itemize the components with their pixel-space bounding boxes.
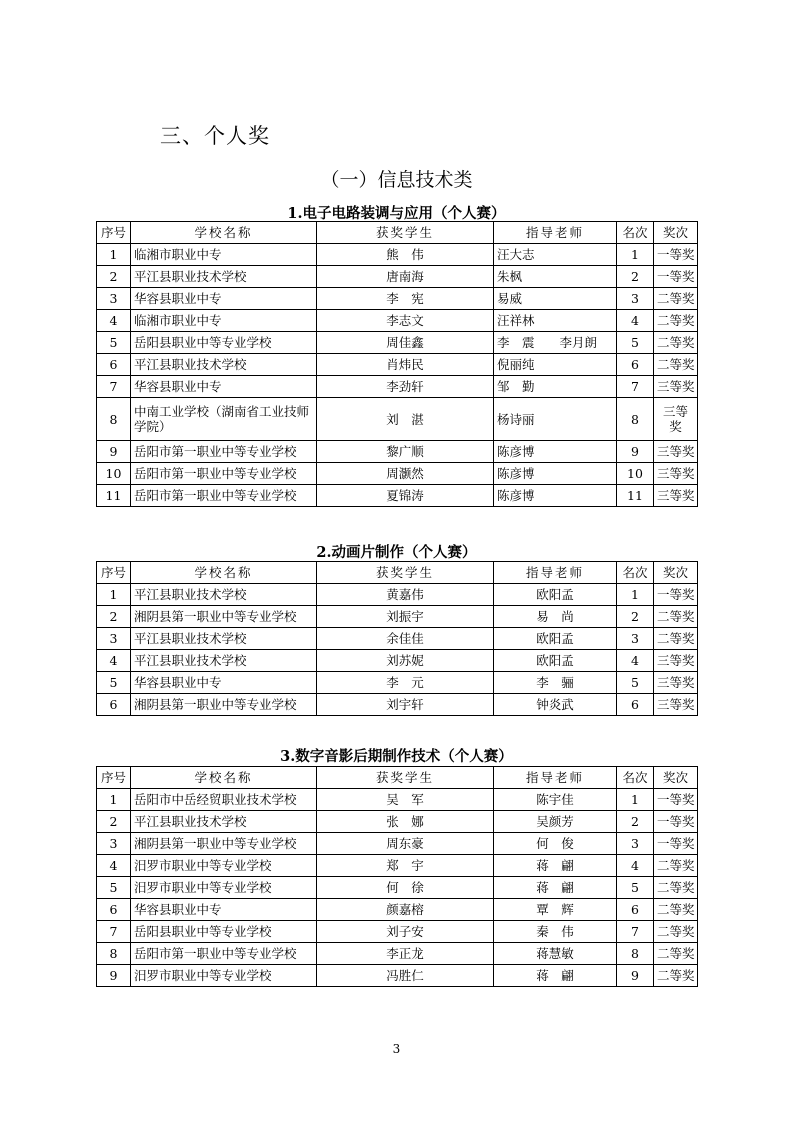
- col-header-teacher: 指导老师: [494, 562, 617, 584]
- row-index: 4: [97, 650, 131, 672]
- row-award: 三等奖: [654, 463, 698, 485]
- row-school: 岳阳市第一职业中等专业学校: [131, 463, 317, 485]
- row-teacher: 蒋 翩: [494, 855, 617, 877]
- col-header-school: 学校名称: [131, 767, 317, 789]
- row-teacher: 蒋 翩: [494, 965, 617, 987]
- table-row: [97, 672, 698, 694]
- row-teacher: 何 俊: [494, 833, 617, 855]
- row-teacher: 朱枫: [494, 266, 617, 288]
- row-school: 湘阴县第一职业中等专业学校: [131, 833, 317, 855]
- row-index: 4: [97, 310, 131, 332]
- row-rank: 8: [617, 943, 654, 965]
- table-row: [97, 332, 698, 354]
- row-index: 2: [97, 811, 131, 833]
- table-row: [97, 244, 698, 266]
- section-title: 三、个人奖: [160, 124, 270, 148]
- row-student: 夏锦涛: [317, 485, 494, 507]
- col-header-school: 学校名称: [131, 562, 317, 584]
- row-teacher: 汪大志: [494, 244, 617, 266]
- award-table-audio-video: [96, 766, 698, 987]
- row-rank: 7: [617, 376, 654, 398]
- row-award: 三等奖: [654, 672, 698, 694]
- row-student: 冯胜仁: [317, 965, 494, 987]
- row-index: 11: [97, 485, 131, 507]
- row-teacher: 汪祥林: [494, 310, 617, 332]
- row-school: 岳阳市第一职业中等专业学校: [131, 441, 317, 463]
- table-row: [97, 376, 698, 398]
- row-school: 岳阳市第一职业中等专业学校: [131, 485, 317, 507]
- row-student: 李志文: [317, 310, 494, 332]
- row-teacher: 李 震 李月朗: [494, 332, 617, 354]
- row-student: 黄嘉伟: [317, 584, 494, 606]
- row-school: 湘阴县第一职业中等专业学校: [131, 694, 317, 716]
- row-school: 平江县职业技术学校: [131, 650, 317, 672]
- row-index: 4: [97, 855, 131, 877]
- row-index: 8: [97, 398, 131, 441]
- row-award: 二等奖: [654, 899, 698, 921]
- row-student: 郑 宇: [317, 855, 494, 877]
- row-student: 周东豪: [317, 833, 494, 855]
- row-school: 平江县职业技术学校: [131, 628, 317, 650]
- col-header-student: 获奖学生: [317, 562, 494, 584]
- row-student: 余佳佳: [317, 628, 494, 650]
- row-award: 三等奖: [654, 694, 698, 716]
- row-award: 一等奖: [654, 584, 698, 606]
- table-row: [97, 811, 698, 833]
- row-index: 10: [97, 463, 131, 485]
- row-award: 二等奖: [654, 855, 698, 877]
- row-teacher: 蒋慧敏: [494, 943, 617, 965]
- row-rank: 1: [617, 584, 654, 606]
- row-teacher: 易威: [494, 288, 617, 310]
- row-index: 1: [97, 789, 131, 811]
- row-index: 1: [97, 244, 131, 266]
- row-school: 汨罗市职业中等专业学校: [131, 965, 317, 987]
- row-teacher: 秦 伟: [494, 921, 617, 943]
- table-row: [97, 463, 698, 485]
- row-teacher: 陈彦博: [494, 485, 617, 507]
- row-rank: 1: [617, 244, 654, 266]
- row-teacher: 李 骊: [494, 672, 617, 694]
- row-award: 一等奖: [654, 266, 698, 288]
- row-school: 临湘市职业中专: [131, 310, 317, 332]
- row-rank: 10: [617, 463, 654, 485]
- col-header-rank: 名次: [617, 222, 654, 244]
- row-student: 李 元: [317, 672, 494, 694]
- row-student: 何 徐: [317, 877, 494, 899]
- table-row: [97, 694, 698, 716]
- table-row: [97, 584, 698, 606]
- row-index: 5: [97, 672, 131, 694]
- table-row: [97, 441, 698, 463]
- row-award: 二等奖: [654, 354, 698, 376]
- row-teacher: 易 尚: [494, 606, 617, 628]
- table-caption-electronics: 1.电子电路装调与应用（个人赛）: [287, 205, 506, 222]
- table-row: [97, 650, 698, 672]
- row-index: 9: [97, 441, 131, 463]
- row-school: 平江县职业技术学校: [131, 811, 317, 833]
- row-teacher: 欧阳孟: [494, 628, 617, 650]
- row-student: 唐南海: [317, 266, 494, 288]
- row-rank: 8: [617, 398, 654, 441]
- row-student: 黎广顺: [317, 441, 494, 463]
- row-index: 5: [97, 332, 131, 354]
- table-row: [97, 288, 698, 310]
- row-teacher: 钟炎武: [494, 694, 617, 716]
- row-student: 熊 伟: [317, 244, 494, 266]
- row-student: 李劲轩: [317, 376, 494, 398]
- table-row: [97, 833, 698, 855]
- row-award: 一等奖: [654, 833, 698, 855]
- row-award: 二等奖: [654, 877, 698, 899]
- col-header-index: 序号: [97, 767, 131, 789]
- row-award: 三等奖: [654, 441, 698, 463]
- row-index: 7: [97, 376, 131, 398]
- row-rank: 1: [617, 789, 654, 811]
- row-student: 刘苏妮: [317, 650, 494, 672]
- row-school: 华容县职业中专: [131, 672, 317, 694]
- row-school: 汨罗市职业中等专业学校: [131, 877, 317, 899]
- col-header-teacher: 指导老师: [494, 767, 617, 789]
- row-rank: 3: [617, 628, 654, 650]
- subsection-title: （一）信息技术类: [320, 169, 473, 191]
- row-index: 7: [97, 921, 131, 943]
- row-index: 6: [97, 694, 131, 716]
- row-school: 华容县职业中专: [131, 288, 317, 310]
- table-row: [97, 899, 698, 921]
- row-teacher: 杨诗丽: [494, 398, 617, 441]
- row-award: 二等奖: [654, 628, 698, 650]
- page-number: 3: [392, 1042, 401, 1056]
- row-teacher: 蒋 翩: [494, 877, 617, 899]
- row-award: 三等奖: [654, 376, 698, 398]
- row-award: 二等奖: [654, 965, 698, 987]
- table-row: [97, 789, 698, 811]
- row-school: 平江县职业技术学校: [131, 354, 317, 376]
- row-rank: 4: [617, 310, 654, 332]
- row-rank: 3: [617, 833, 654, 855]
- row-school: 中南工业学校（湖南省工业技师学院）: [131, 398, 317, 441]
- table-row: [97, 855, 698, 877]
- row-teacher: 欧阳孟: [494, 584, 617, 606]
- col-header-rank: 名次: [617, 562, 654, 584]
- row-school: 华容县职业中专: [131, 376, 317, 398]
- row-index: 1: [97, 584, 131, 606]
- row-rank: 4: [617, 855, 654, 877]
- row-student: 吴 军: [317, 789, 494, 811]
- row-school: 汨罗市职业中等专业学校: [131, 855, 317, 877]
- table-row: [97, 606, 698, 628]
- row-teacher: 陈彦博: [494, 463, 617, 485]
- row-index: 9: [97, 965, 131, 987]
- row-rank: 4: [617, 650, 654, 672]
- col-header-award: 奖次: [654, 767, 698, 789]
- row-index: 8: [97, 943, 131, 965]
- table-row: [97, 628, 698, 650]
- col-header-school: 学校名称: [131, 222, 317, 244]
- row-award: 二等奖: [654, 943, 698, 965]
- row-student: 刘 湛: [317, 398, 494, 441]
- row-award: 二等奖: [654, 921, 698, 943]
- row-index: 6: [97, 899, 131, 921]
- row-school: 岳阳市中岳经贸职业技术学校: [131, 789, 317, 811]
- table-header-row: [97, 767, 698, 789]
- row-award: 一等奖: [654, 811, 698, 833]
- row-student: 刘振宇: [317, 606, 494, 628]
- row-award: 三等奖: [654, 650, 698, 672]
- table-caption-audio-video: 3.数字音影后期制作技术（个人赛）: [280, 748, 513, 765]
- table-caption-animation: 2.动画片制作（个人赛）: [316, 544, 477, 561]
- table-row: [97, 398, 698, 441]
- row-index: 3: [97, 833, 131, 855]
- table-header-row: [97, 562, 698, 584]
- row-school: 岳阳县职业中等专业学校: [131, 921, 317, 943]
- row-teacher: 邹 勤: [494, 376, 617, 398]
- col-header-rank: 名次: [617, 767, 654, 789]
- row-student: 李 宪: [317, 288, 494, 310]
- row-index: 3: [97, 288, 131, 310]
- table-row: [97, 266, 698, 288]
- row-rank: 6: [617, 899, 654, 921]
- row-rank: 6: [617, 354, 654, 376]
- row-rank: 9: [617, 965, 654, 987]
- row-rank: 2: [617, 606, 654, 628]
- row-index: 6: [97, 354, 131, 376]
- col-header-award: 奖次: [654, 562, 698, 584]
- row-school: 岳阳县职业中等专业学校: [131, 332, 317, 354]
- col-header-award: 奖次: [654, 222, 698, 244]
- row-rank: 5: [617, 672, 654, 694]
- row-award: 二等奖: [654, 606, 698, 628]
- col-header-student: 获奖学生: [317, 222, 494, 244]
- row-teacher: 吴颜芳: [494, 811, 617, 833]
- row-school: 岳阳市第一职业中等专业学校: [131, 943, 317, 965]
- table-header-row: [97, 222, 698, 244]
- row-award: 三等奖: [654, 398, 698, 441]
- row-award: 一等奖: [654, 789, 698, 811]
- row-award: 二等奖: [654, 332, 698, 354]
- row-student: 肖炜民: [317, 354, 494, 376]
- row-teacher: 欧阳孟: [494, 650, 617, 672]
- row-school: 湘阴县第一职业中等专业学校: [131, 606, 317, 628]
- table-row: [97, 877, 698, 899]
- table-row: [97, 354, 698, 376]
- table-row: [97, 485, 698, 507]
- row-teacher: 覃 辉: [494, 899, 617, 921]
- table-row: [97, 965, 698, 987]
- row-rank: 5: [617, 332, 654, 354]
- row-rank: 5: [617, 877, 654, 899]
- row-student: 周灏然: [317, 463, 494, 485]
- col-header-student: 获奖学生: [317, 767, 494, 789]
- row-student: 刘子安: [317, 921, 494, 943]
- row-teacher: 陈彦博: [494, 441, 617, 463]
- row-rank: 3: [617, 288, 654, 310]
- row-rank: 7: [617, 921, 654, 943]
- row-rank: 9: [617, 441, 654, 463]
- row-award: 三等奖: [654, 485, 698, 507]
- table-row: [97, 310, 698, 332]
- row-index: 2: [97, 266, 131, 288]
- row-index: 5: [97, 877, 131, 899]
- col-header-index: 序号: [97, 562, 131, 584]
- row-award: 二等奖: [654, 288, 698, 310]
- table-row: [97, 921, 698, 943]
- row-award: 二等奖: [654, 310, 698, 332]
- row-school: 平江县职业技术学校: [131, 584, 317, 606]
- row-rank: 11: [617, 485, 654, 507]
- row-school: 华容县职业中专: [131, 899, 317, 921]
- row-student: 颜嘉榕: [317, 899, 494, 921]
- row-student: 刘宇轩: [317, 694, 494, 716]
- award-table-animation: [96, 561, 698, 716]
- col-header-teacher: 指导老师: [494, 222, 617, 244]
- row-award: 一等奖: [654, 244, 698, 266]
- row-index: 3: [97, 628, 131, 650]
- row-teacher: 倪丽纯: [494, 354, 617, 376]
- col-header-index: 序号: [97, 222, 131, 244]
- row-school: 平江县职业技术学校: [131, 266, 317, 288]
- award-table-electronics: [96, 221, 698, 507]
- row-teacher: 陈宇佳: [494, 789, 617, 811]
- table-row: [97, 943, 698, 965]
- row-index: 2: [97, 606, 131, 628]
- row-student: 周佳鑫: [317, 332, 494, 354]
- row-student: 张 娜: [317, 811, 494, 833]
- row-student: 李正龙: [317, 943, 494, 965]
- row-rank: 6: [617, 694, 654, 716]
- row-rank: 2: [617, 811, 654, 833]
- row-rank: 2: [617, 266, 654, 288]
- row-school: 临湘市职业中专: [131, 244, 317, 266]
